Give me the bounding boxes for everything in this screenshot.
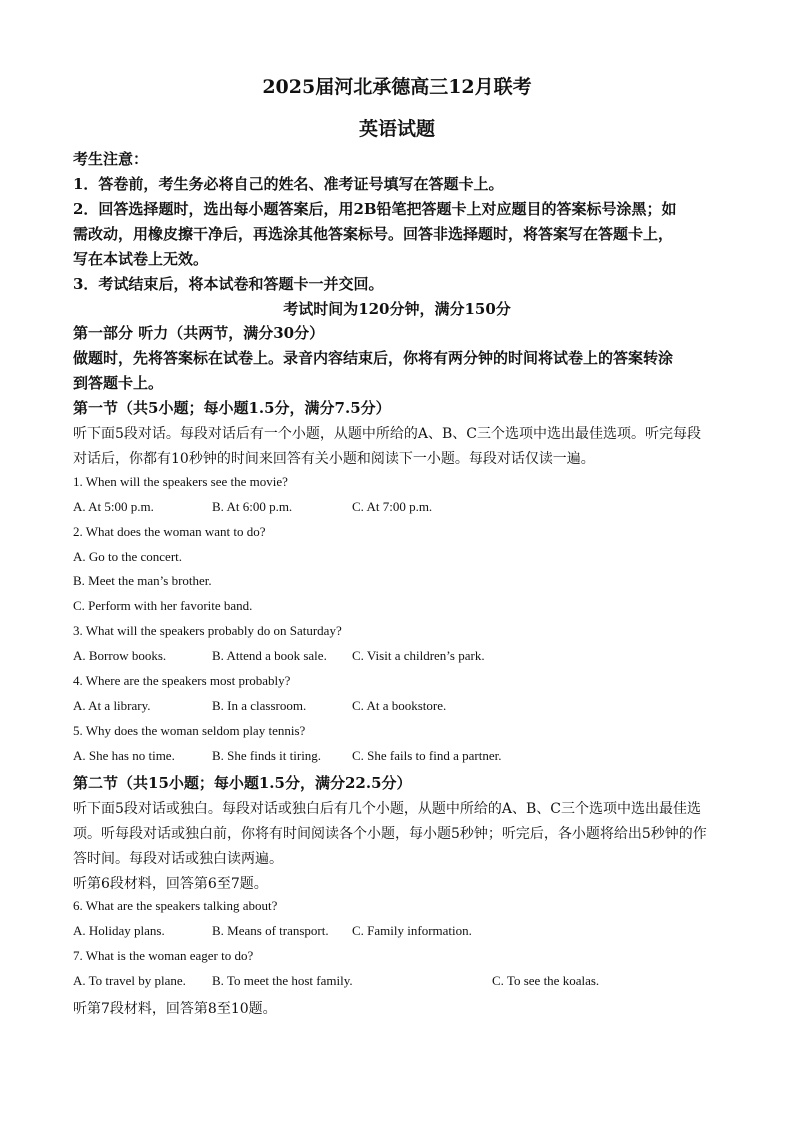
section1-instruction-line-1: 听下面5段对话。每段对话后有一个小题，从题中所给的A、B、C三个选项中选出最佳选项。听完每段	[73, 426, 702, 442]
notice-item-2-line-1: 2．回答选择题时，选出每小题答案后，用2B铅笔把答题卡上对应题目的答案标号涂黑；如	[73, 200, 677, 218]
q5-option-b: B. She finds it tiring.	[212, 748, 322, 763]
q3-option-a: A. Borrow books.	[73, 648, 167, 663]
section2-instruction-line-1: 听下面5段对话或独白。每段对话或独白后有几个小题，从题中所给的A、B、C三个选项中选出最佳选	[73, 801, 702, 817]
q6-option-b: B. Means of transport.	[212, 923, 329, 938]
q3-option-b: B. Attend a book sale.	[212, 648, 327, 663]
q6-stem: 6. What are the speakers talking about?	[73, 898, 278, 913]
q5-option-c: C. She fails to find a partner.	[352, 748, 502, 763]
q7-option-c: C. To see the koalas.	[492, 973, 600, 988]
q2-stem: 2. What does the woman want to do?	[73, 524, 266, 539]
q5-stem: 5. Why does the woman seldom play tennis?	[73, 723, 306, 738]
material-7-note: 听第7段材料，回答第8至10题。	[73, 1001, 277, 1017]
section1-instruction-line-2: 对话后，你都有10秒钟的时间来回答有关小题和阅读下一小题。每段对话仅读一遍。	[73, 451, 595, 467]
q7-option-a: A. To travel by plane.	[73, 973, 186, 988]
q3-option-c: C. Visit a children’s park.	[352, 648, 485, 663]
q2-option-b: B. Meet the man’s brother.	[73, 573, 212, 588]
q2-option-c: C. Perform with her favorite band.	[73, 598, 253, 613]
notice-item-1: 1．答卷前，考生务必将自己的姓名、准考证号填写在答题卡上。	[73, 175, 504, 193]
q5-option-a: A. She has no time.	[73, 748, 175, 763]
exam-title: 2025届河北承德高三12月联考	[262, 76, 532, 98]
q4-option-c: C. At a bookstore.	[352, 698, 447, 713]
notice-heading: 考生注意：	[73, 150, 149, 168]
q4-option-a: A. At a library.	[73, 698, 151, 713]
part1-instruction-line-1: 做题时，先将答案标在试卷上。录音内容结束后，你将有两分钟的时间将试卷上的答案转涂	[73, 349, 674, 367]
q6-option-c: C. Family information.	[352, 923, 472, 938]
section1-heading: 第一节（共5小题；每小题1.5分，满分7.5分）	[73, 399, 391, 417]
exam-time: 考试时间为120分钟，满分150分	[283, 300, 511, 318]
part1-heading: 第一部分 听力（共两节，满分30分）	[73, 324, 325, 342]
q1-option-c: C. At 7:00 p.m.	[352, 499, 433, 514]
q1-option-a: A. At 5:00 p.m.	[73, 499, 154, 514]
q7-stem: 7. What is the woman eager to do?	[73, 948, 254, 963]
notice-item-3: 3．考试结束后，将本试卷和答题卡一并交回。	[73, 275, 384, 293]
section2-instruction-line-2: 项。听每段对话或独白前，你将有时间阅读各个小题，每小题5秒钟；听完后，各小题将给出5秒钟的作	[73, 826, 707, 842]
subject-title: 英语试题	[358, 118, 435, 140]
q4-stem: 4. Where are the speakers most probably?	[73, 673, 291, 688]
notice-item-2-line-3: 写在本试卷上无效。	[73, 250, 209, 268]
part1-instruction-line-2: 到答题卡上。	[73, 374, 164, 392]
q1-option-b: B. At 6:00 p.m.	[212, 499, 293, 514]
notice-item-2-line-2: 需改动，用橡皮擦干净后，再选涂其他答案标号。回答非选择题时，将答案写在答题卡上，	[73, 225, 674, 243]
q4-option-b: B. In a classroom.	[212, 698, 307, 713]
q7-option-b: B. To meet the host family.	[212, 973, 353, 988]
q3-stem: 3. What will the speakers probably do on Saturday?	[73, 623, 342, 638]
section2-heading: 第二节（共15小题；每小题1.5分，满分22.5分）	[73, 774, 412, 792]
q2-option-a: A. Go to the concert.	[73, 549, 183, 564]
q6-option-a: A. Holiday plans.	[73, 923, 165, 938]
section2-instruction-line-3: 答时间。每段对话或独白读两遍。	[73, 851, 283, 867]
q1-stem: 1. When will the speakers see the movie?	[73, 474, 288, 489]
material-6-note: 听第6段材料，回答第6至7题。	[73, 876, 268, 892]
